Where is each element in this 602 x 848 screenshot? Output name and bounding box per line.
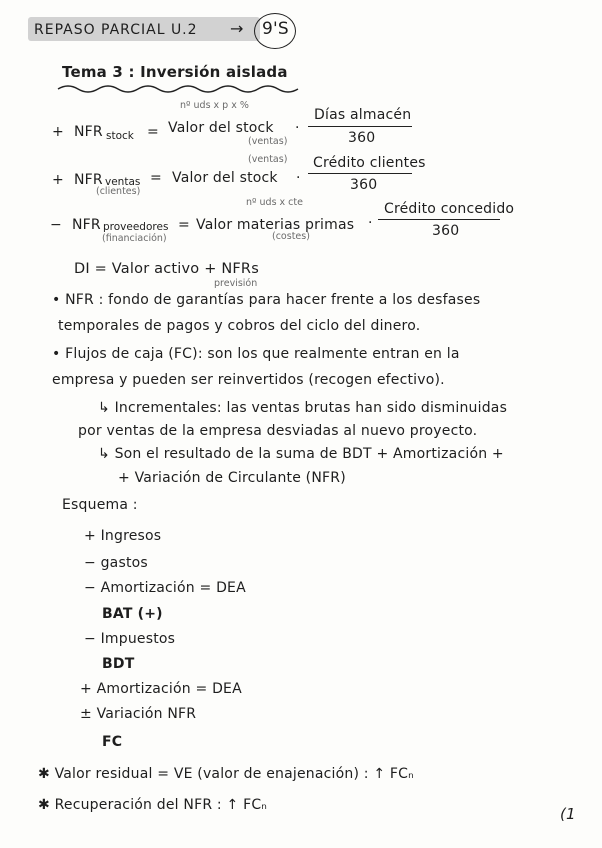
section-title: Tema 3 : Inversión aislada (62, 63, 288, 81)
header-arrow: → (230, 19, 244, 38)
prov-under: (costes) (272, 231, 310, 242)
stock-numerator: Días almacén (314, 107, 412, 123)
prov-denominator: 360 (432, 223, 460, 239)
stock-eq: = (147, 124, 159, 140)
di-annotation: previsión (214, 278, 258, 289)
scheme-item: + Amortización = DEA (80, 681, 242, 697)
nfr-recovery-note: ✱ Recuperación del NFR : ↑ FCₙ (38, 797, 268, 813)
incremental-line-1: ↳ Incrementales: las ventas brutas han sido disminuidas (98, 400, 508, 416)
result-line-2: + Variación de Circulante (NFR) (118, 470, 346, 486)
stock-fraction-line (308, 126, 412, 127)
fc-line-1: • Flujos de caja (FC): son los que realmente entran en la (52, 346, 460, 362)
ventas-sign: + (52, 172, 64, 188)
prov-fraction-line (378, 219, 500, 220)
prov-sub-note: (financiación) (102, 233, 167, 244)
scheme-item: BDT (102, 656, 135, 672)
title-wavy-underline (56, 82, 316, 96)
ventas-fraction-line (308, 173, 412, 174)
residual-value-note: ✱ Valor residual = VE (valor de enajenación) : ↑ FCₙ (38, 766, 414, 782)
fc-line-2: empresa y pueden ser reinvertidos (recogen efectivo). (52, 372, 445, 388)
stock-annotation: nº uds x p x % (180, 100, 249, 111)
result-line-1: ↳ Son el resultado de la suma de BDT + Amortización + (98, 446, 504, 462)
incremental-line-2: por ventas de la empresa desviadas al nuevo proyecto. (78, 423, 478, 439)
grade-text: 9'S (262, 19, 289, 39)
nfr-line-2: temporales de pagos y cobros del ciclo del dinero. (58, 318, 421, 334)
prov-sign: − (50, 217, 62, 233)
nfr-line-1: • NFR : fondo de garantías para hacer frente a los desfases (52, 292, 481, 308)
scheme-title: Esquema : (62, 497, 138, 513)
ventas-sub: ventas (105, 176, 141, 188)
ventas-denominator: 360 (350, 177, 378, 193)
prov-label: NFR (72, 217, 101, 233)
stock-dot: · (295, 120, 300, 136)
scheme-item: − Amortización = DEA (84, 580, 246, 596)
prov-sub: proveedores (103, 221, 169, 233)
scheme-item: ± Variación NFR (80, 706, 197, 722)
ventas-label: NFR (74, 172, 103, 188)
page-number: (1 (560, 805, 576, 823)
ventas-dot: · (296, 170, 301, 186)
scheme-item: − gastos (84, 555, 148, 571)
stock-denominator: 360 (348, 130, 376, 146)
di-formula: DI = Valor activo + NFRs (74, 261, 259, 277)
stock-under: (ventas) (248, 136, 288, 147)
prov-annotation: nº uds x cte (246, 197, 303, 208)
stock-sub: stock (106, 130, 134, 142)
stock-body: Valor del stock (168, 120, 274, 136)
ventas-body: Valor del stock (172, 170, 278, 186)
prov-eq: = (178, 217, 190, 233)
ventas-numerator: Crédito clientes (313, 155, 426, 171)
scheme-item: − Impuestos (84, 631, 176, 647)
ventas-sub-note: (clientes) (96, 186, 141, 197)
header-title: REPASO PARCIAL U.2 (34, 22, 198, 38)
scheme-item: BAT (+) (102, 606, 163, 622)
scheme-item: + Ingresos (84, 528, 162, 544)
prov-body: Valor materias primas (196, 217, 355, 233)
ventas-eq: = (150, 170, 162, 186)
scheme-item: FC (102, 734, 123, 750)
ventas-annotation: (ventas) (248, 154, 288, 165)
stock-label: NFR (74, 124, 103, 140)
prov-dot: · (368, 215, 373, 231)
stock-sign: + (52, 124, 64, 140)
prov-numerator: Crédito concedido (384, 201, 515, 217)
